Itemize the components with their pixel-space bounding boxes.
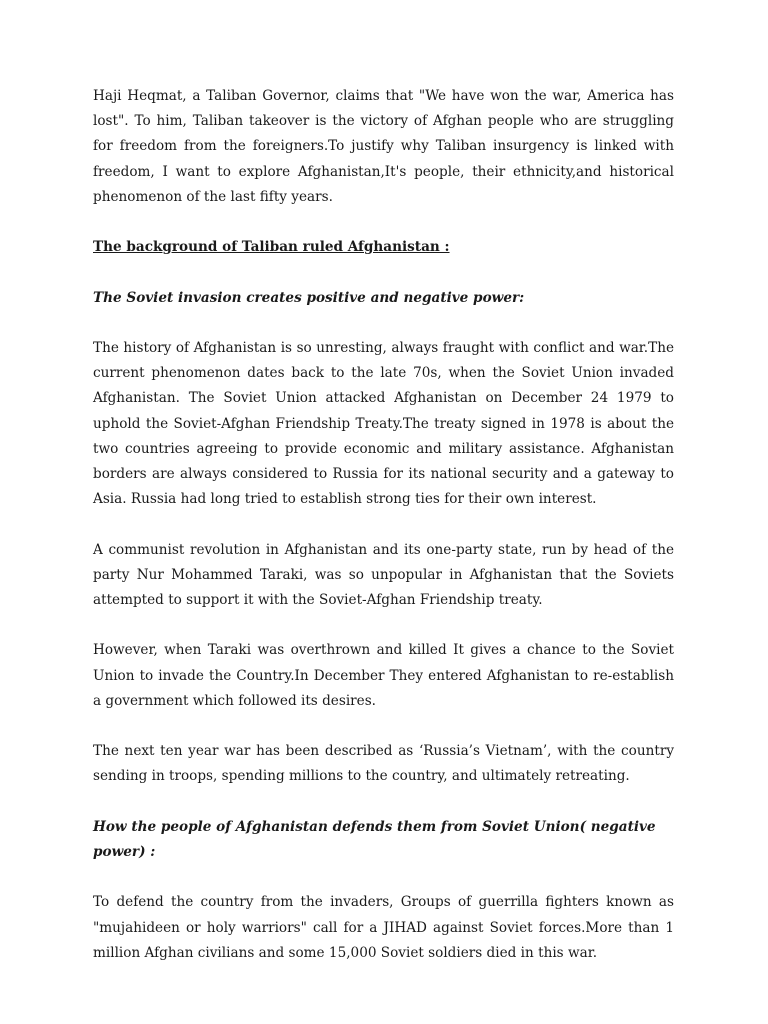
history-paragraph: The history of Afghanistan is so unresting, always fraught with conflict and war.The current phenomenon dates back to the late 70s, when the Soviet Union invaded Afghanistan. The Soviet Union attacked Afghanistan on December 24 1979 to uphold the Soviet-Afghan Friendship Treaty.The treaty signed in 1978 is about the two countries agreeing to provide economic and military assistance. Afghanistan borders are always considered to Russia for its national security and a gateway to Asia. Russia had long tried to establish strong ties for their own interest.: [93, 339, 674, 508]
war-paragraph: The next ten year war has been described as ‘Russia’s Vietnam’, with the country sending in troops, spending millions to the country, and ultimately retreating.: [93, 743, 674, 785]
document-body: [93, 84, 674, 991]
people-defend-heading: How the people of Afghanistan defends them from Soviet Union( negative power) :: [93, 818, 656, 860]
taraki-paragraph: However, when Taraki was overthrown and killed It gives a chance to the Soviet Union to invade the Country.In December They entered Afghanistan to re-establish a government which followed its desires.: [93, 642, 674, 709]
communist-paragraph: A communist revolution in Afghanistan and its one-party state, run by head of the party Nur Mohammed Taraki, was so unpopular in Afghanistan that the Soviets attempted to support it with the Soviet-Afghan Friendship treaty.: [93, 541, 674, 608]
soviet-invasion-heading: The Soviet invasion creates positive and negative power:: [93, 289, 525, 306]
intro-paragraph: Haji Heqmat, a Taliban Governor, claims that "We have won the war, America has lost". To him, Taliban takeover is the victory of Afghan people who are struggling for freedom from the foreigners.To justify why Taliban insurgency is linked with freedom, I want to explore Afghanistan,It's people, their ethnicity,and historical phenomenon of the last fifty years.: [93, 88, 674, 205]
defend-paragraph: To defend the country from the invaders, Groups of guerrilla fighters known as "mujahideen or holy warriors" call for a JIHAD against Soviet forces.More than 1 million Afghan civilians and some 15,000 Soviet soldiers died in this war.: [93, 894, 674, 961]
background-heading: The background of Taliban ruled Afghanistan :: [93, 239, 450, 256]
